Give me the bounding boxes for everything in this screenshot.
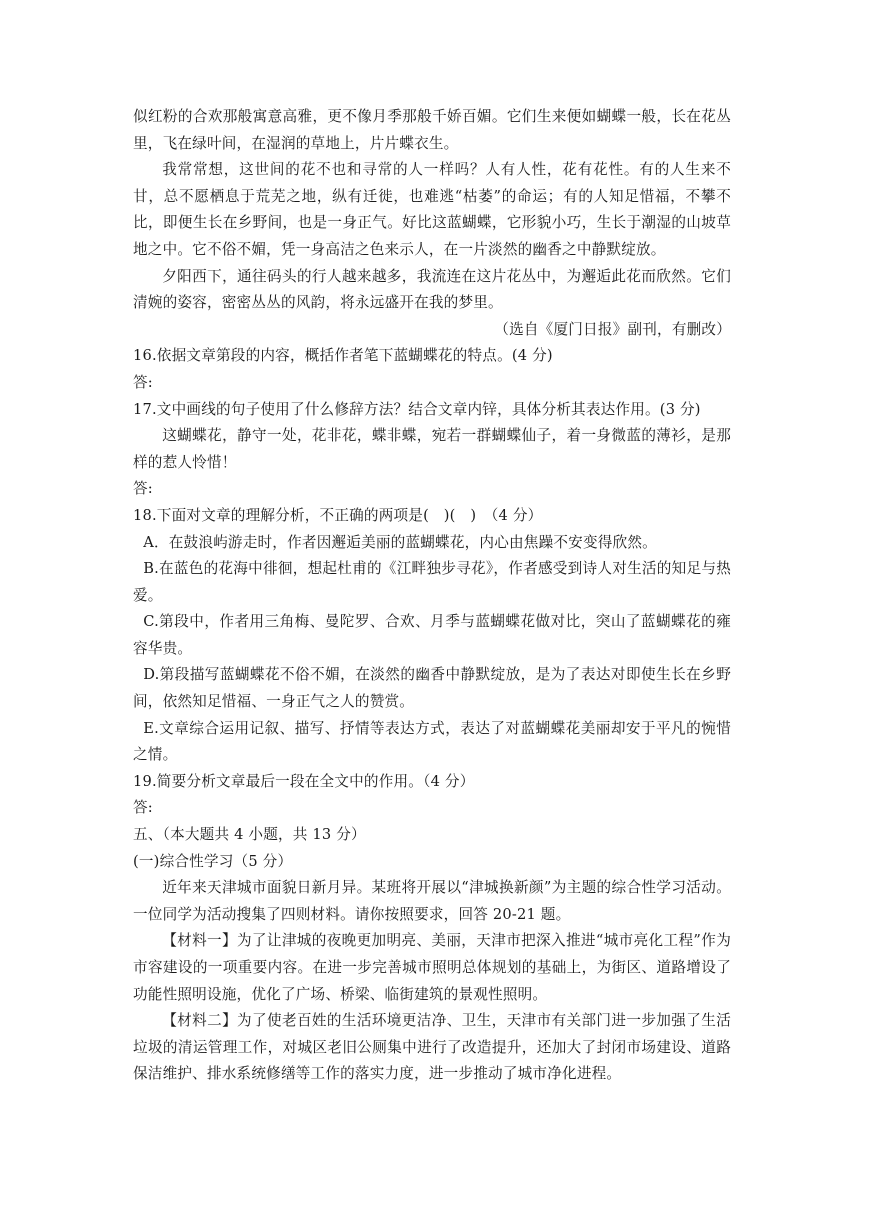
passage-paragraph-1: 似红粉的合欢那般寓意高雅，更不像月季那般千娇百媚。它们生来便如蝴蝶一般，长在花丛里，飞在绿叶间，在湿润的草地上，片片蝶衣生。 — [133, 108, 731, 152]
document-page — [133, 104, 731, 1088]
question-18-option-e: E.文章综合运用记叙、描写、抒情等表达方式，表达了对蓝蝴蝶花美丽却安于平凡的惋惜之情。 — [133, 719, 731, 764]
question-18-option-c: C.第段中，作者用三角梅、曼陀罗、合欢、月季与蓝蝴蝶花做对比，突山了蓝蝴蝶花的雍容华贵。 — [133, 613, 731, 657]
question-18: 18.下面对文章的理解分析，不正确的两项是( )( ) （4 分） — [133, 506, 543, 524]
question-17-quote: 这蝴蝶花，静守一处，花非花，蝶非蝶，宛若一群蝴蝶仙子，着一身微蓝的薄衫，是那样的惹人怜惜！ — [133, 427, 731, 471]
section-5-heading: 五、（本大题共 4 小题，共 13 分） — [133, 826, 366, 844]
passage-source: （选自《厦门日报》副刊，有删改） — [494, 320, 731, 338]
answer-17-label: 答: — [133, 480, 153, 498]
answer-19-label: 答: — [133, 799, 153, 817]
section-5-subheading: (一)综合性学习（5 分） — [133, 852, 293, 870]
answer-16-label: 答: — [133, 373, 153, 391]
passage-paragraph-2: 我常常想，这世间的花不也和寻常的人一样吗？人有人性，花有花性。有的人生来不甘，总不愿栖息于荒芜之地，纵有迁徙，也难逃“枯萎”的命运；有的人知足惜福，不攀不比，即便生长在乡野间，也是一身正气。好比这蓝蝴蝶，它形貌小巧，生长于潮湿的山坡草地之中。它不俗不媚，凭一身高洁之色来示人，在一片淡然的幽香之中静默绽放。 — [133, 161, 731, 258]
question-17: 17.文中画线的句子使用了什么修辞方法？结合文章内锌，具体分析其表达作用。(3 分) — [133, 400, 701, 418]
question-18-option-a: A．在鼓浪屿游走时，作者因邂逅美丽的蓝蝴蝶花，内心由焦躁不安变得欣然。 — [143, 533, 657, 551]
material-1: 【材料一】为了让津城的夜晚更加明亮、美丽，天津市把深入推进“城市亮化工程”作为市容建设的一项重要内容。在进一步完善城市照明总体规划的基础上，为街区、道路增设了功能性照明设施，优化了广场、桥梁、临街建筑的景观性照明。 — [133, 932, 731, 1003]
passage-paragraph-3: 夕阳西下，通往码头的行人越来越多，我流连在这片花丛中，为邂逅此花而欣然。它们清婉的姿容，密密丛丛的风韵，将永远盛开在我的梦里。 — [133, 267, 731, 312]
question-19: 19.简要分析文章最后一段在全文中的作用。（4 分） — [133, 772, 475, 790]
material-2: 【材料二】为了使老百姓的生活环境更洁净、卫生，天津市有关部门进一步加强了生活垃圾的清运管理工作，对城区老旧公厕集中进行了改造提升，还加大了封闭市场建设、道路保洁维护、排水系统修缮等工作的落实力度，进一步推动了城市净化进程。 — [133, 1012, 731, 1083]
section-5-intro: 近年来天津城市面貌日新月异。某班将开展以“津城换新颜”为主题的综合性学习活动。一位同学为活动搜集了四则材料。请你按照要求，回答 20-21 题。 — [133, 879, 731, 923]
question-18-option-b: B.在蓝色的花海中徘徊，想起杜甫的《江畔独步寻花》，作者感受到诗人对生活的知足与热爱。 — [133, 560, 731, 604]
question-16: 16.依据文章第段的内容，概括作者笔下蓝蝴蝶花的特点。(4 分) — [133, 347, 553, 365]
question-18-option-d: D.第段描写蓝蝴蝶花不俗不媚，在淡然的幽香中静默绽放，是为了表达对即使生长在乡野间，依然知足惜福、一身正气之人的赞赏。 — [133, 666, 731, 711]
